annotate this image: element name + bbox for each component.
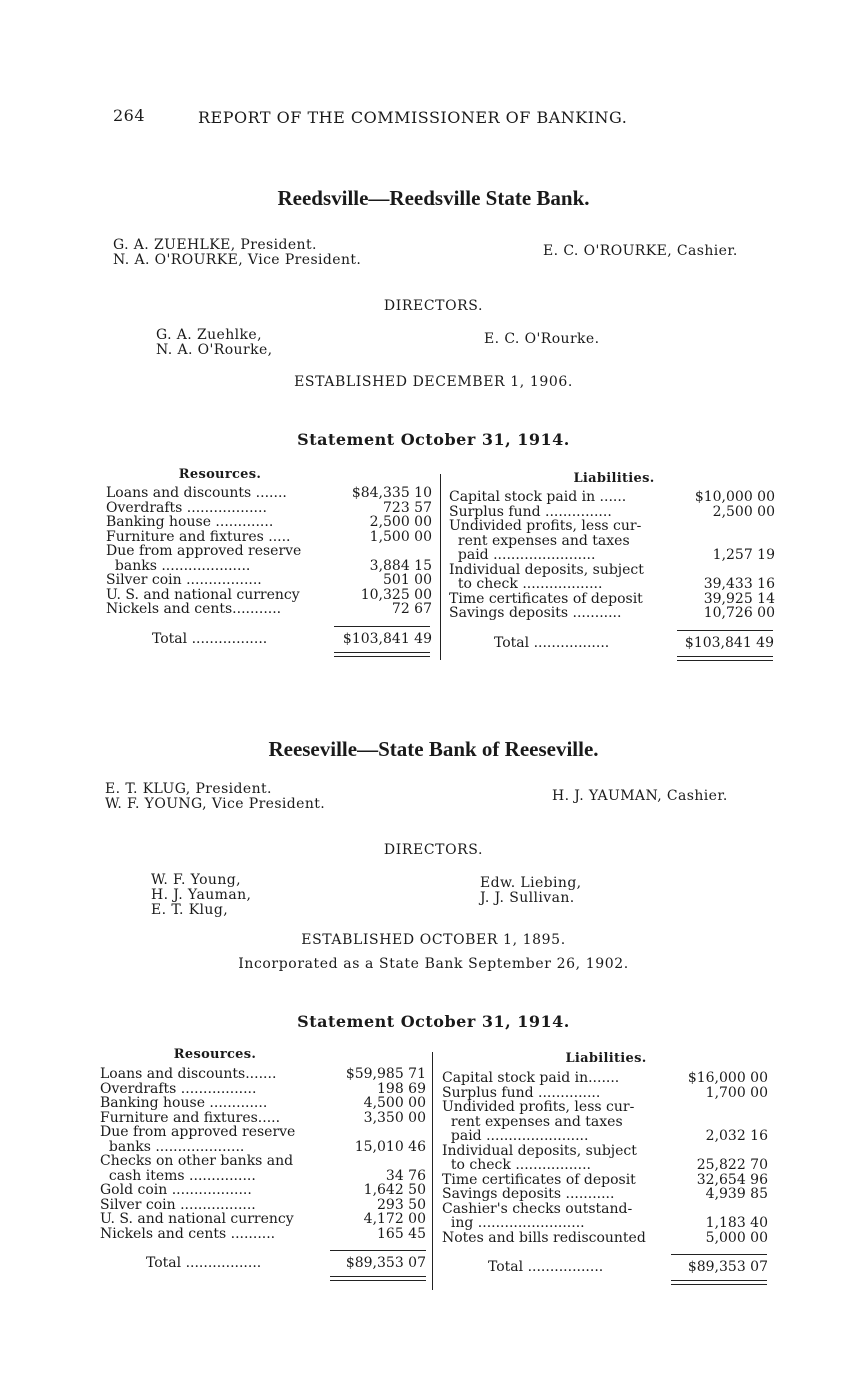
resource-label: Furniture and fixtures.....: [100, 1109, 281, 1126]
resource-amount: $59,985 71: [345, 1066, 426, 1082]
director-name: G. A. Zuehlke,: [156, 327, 262, 343]
resource-label: U. S. and national currency: [106, 586, 300, 603]
liability-label: Capital stock paid in ......: [449, 489, 627, 505]
resource-label: banks ....................: [106, 557, 251, 574]
director-name: N. A. O'Rourke,: [156, 342, 273, 358]
officer-vice-president: N. A. O'ROURKE, Vice President.: [113, 252, 362, 268]
established-date: ESTABLISHED DECEMBER 1, 1906.: [294, 374, 573, 390]
liability-amount: 25,822 70: [696, 1157, 768, 1173]
director-name: E. T. Klug,: [151, 902, 229, 918]
liability-amount: 39,433 16: [703, 576, 775, 592]
resource-label: Due from approved reserve: [100, 1124, 296, 1140]
resource-amount: 723 57: [383, 499, 432, 516]
resource-amount: $84,335 10: [351, 485, 432, 501]
resource-amount: 1,642 50: [363, 1182, 426, 1198]
resource-label: Loans and discounts .......: [106, 485, 287, 501]
resource-label: Checks on other banks and: [100, 1153, 294, 1169]
liability-label: Undivided profits, less cur-: [442, 1099, 635, 1115]
double-rule: [330, 1280, 426, 1281]
liability-amount: 4,939 85: [705, 1186, 768, 1202]
resource-amount: 293 50: [377, 1196, 426, 1213]
double-rule: [677, 660, 773, 661]
liability-amount: $16,000 00: [687, 1070, 768, 1086]
director-name: W. F. Young,: [151, 872, 241, 888]
liability-amount: 39,925 14: [703, 590, 775, 607]
total-label: Total .................: [488, 1259, 604, 1275]
liability-label: Savings deposits ...........: [442, 1186, 615, 1202]
liability-amount: 1,700 00: [705, 1084, 768, 1101]
liabilities-total: $89,353 07: [687, 1259, 768, 1275]
resources-total: $89,353 07: [345, 1255, 426, 1271]
liability-label: Capital stock paid in.......: [442, 1070, 620, 1086]
liabilities-heading: Liabilities.: [573, 471, 655, 486]
liability-label: Individual deposits, subject: [442, 1142, 637, 1159]
double-rule: [334, 656, 430, 657]
incorporated-date: Incorporated as a State Bank September 26, 1902.: [238, 956, 629, 972]
liability-amount: 1,257 19: [712, 547, 775, 563]
resource-amount: 4,500 00: [363, 1095, 426, 1111]
director-name: E. C. O'Rourke.: [484, 331, 600, 347]
officer-president: E. T. KLUG, President.: [105, 781, 272, 797]
statement-title: Statement October 31, 1914.: [297, 430, 570, 449]
directors-left: [151, 873, 251, 918]
resource-amount: 72 67: [391, 601, 432, 617]
liability-label: paid .......................: [442, 1128, 589, 1144]
resource-label: Silver coin .................: [100, 1196, 256, 1213]
resource-amount: 501 00: [383, 572, 432, 588]
resource-amount: 4,172 00: [363, 1211, 426, 1227]
liability-label: Savings deposits ...........: [449, 605, 622, 621]
running-title: REPORT OF THE COMMISSIONER OF BANKING.: [198, 108, 628, 127]
liability-label: to check ..................: [449, 576, 603, 592]
directors-heading: DIRECTORS.: [383, 298, 484, 314]
resource-amount: 3,884 15: [369, 557, 432, 574]
resource-label: Furniture and fixtures .....: [106, 528, 291, 545]
total-rule: [334, 626, 430, 627]
resource-label: Overdrafts ..................: [106, 499, 267, 516]
resource-label: Loans and discounts.......: [100, 1066, 277, 1082]
liability-amount: 32,654 96: [696, 1171, 768, 1188]
resource-label: U. S. and national currency: [100, 1211, 294, 1227]
officer-president: G. A. ZUEHLKE, President.: [113, 237, 317, 253]
total-label: Total .................: [494, 635, 610, 651]
director-name: H. J. Yauman,: [151, 887, 252, 903]
liabilities-total: $103,841 49: [684, 635, 774, 651]
directors-heading: DIRECTORS.: [383, 842, 484, 858]
directors-right: [480, 876, 582, 906]
resource-amount: 3,350 00: [363, 1109, 426, 1126]
column-divider: [440, 474, 441, 660]
liability-label: Surplus fund ...............: [449, 503, 612, 520]
liability-label: Time certificates of deposit: [449, 590, 643, 607]
resource-label: Gold coin ..................: [100, 1182, 252, 1198]
resource-label: Nickels and cents...........: [106, 601, 282, 617]
resource-amount: 1,500 00: [369, 528, 432, 545]
resource-label: banks ....................: [100, 1138, 245, 1155]
resource-amount: 10,325 00: [360, 586, 432, 603]
officer-cashier: H. J. YAUMAN, Cashier.: [552, 788, 728, 804]
resource-amount: 34 76: [385, 1167, 426, 1184]
resource-amount: 15,010 46: [354, 1138, 426, 1155]
officers-left: [113, 238, 361, 268]
resource-label: Banking house .............: [100, 1095, 268, 1111]
liability-label: rent expenses and taxes: [442, 1113, 623, 1130]
liability-label: paid .......................: [449, 547, 596, 563]
liabilities-heading: Liabilities.: [565, 1051, 647, 1066]
page-number: 264: [113, 106, 146, 125]
liability-label: rent expenses and taxes: [449, 532, 630, 549]
double-rule: [334, 652, 430, 653]
resource-amount: 165 45: [377, 1225, 426, 1242]
statement-title: Statement October 31, 1914.: [297, 1012, 570, 1031]
liability-label: Undivided profits, less cur-: [449, 518, 642, 534]
directors-right: [484, 332, 599, 347]
liability-label: Time certificates of deposit: [442, 1171, 636, 1188]
resource-amount: 2,500 00: [369, 514, 432, 530]
resources-heading: Resources.: [178, 467, 262, 482]
liability-amount: 1,183 40: [705, 1215, 768, 1231]
resource-amount: 198 69: [377, 1080, 426, 1097]
resource-label: cash items ...............: [100, 1167, 256, 1184]
double-rule: [671, 1284, 767, 1285]
resource-label: Due from approved reserve: [106, 543, 302, 559]
officers-right: [543, 244, 738, 259]
double-rule: [330, 1276, 426, 1277]
officers-right: [552, 789, 728, 804]
director-name: J. J. Sullivan.: [480, 890, 575, 906]
bank-title: Reeseville—State Bank of Reeseville.: [268, 737, 599, 761]
liability-label: Notes and bills rediscounted: [442, 1229, 646, 1246]
resource-label: Silver coin .................: [106, 572, 262, 588]
liability-label: Surplus fund ..............: [442, 1084, 601, 1101]
liability-amount: $10,000 00: [694, 489, 775, 505]
total-rule: [330, 1250, 426, 1251]
liability-amount: 5,000 00: [705, 1229, 768, 1246]
total-label: Total .................: [146, 1255, 262, 1271]
directors-left: [156, 328, 273, 358]
established-date: ESTABLISHED OCTOBER 1, 1895.: [301, 932, 566, 948]
officers-left: [105, 782, 325, 812]
resource-label: Nickels and cents ..........: [100, 1225, 276, 1242]
officer-cashier: E. C. O'ROURKE, Cashier.: [543, 243, 738, 259]
liability-label: Cashier's checks outstand-: [442, 1200, 633, 1217]
total-label: Total .................: [152, 631, 268, 647]
liability-label: to check .................: [442, 1157, 591, 1173]
liability-amount: 2,032 16: [705, 1128, 768, 1144]
liability-amount: 10,726 00: [703, 605, 775, 621]
liability-label: Individual deposits, subject: [449, 561, 644, 578]
officer-vice-president: W. F. YOUNG, Vice President.: [105, 796, 326, 812]
resources-total: $103,841 49: [342, 631, 432, 647]
total-rule: [677, 630, 773, 631]
resource-label: Overdrafts .................: [100, 1080, 257, 1097]
bank-title: Reedsville—Reedsville State Bank.: [277, 186, 590, 210]
resources-heading: Resources.: [173, 1047, 257, 1062]
resource-label: Banking house .............: [106, 514, 274, 530]
double-rule: [671, 1280, 767, 1281]
liability-label: ing ........................: [442, 1215, 585, 1231]
column-divider: [432, 1052, 433, 1290]
director-name: Edw. Liebing,: [480, 875, 582, 891]
total-rule: [671, 1254, 767, 1255]
double-rule: [677, 656, 773, 657]
liability-amount: 2,500 00: [712, 503, 775, 520]
